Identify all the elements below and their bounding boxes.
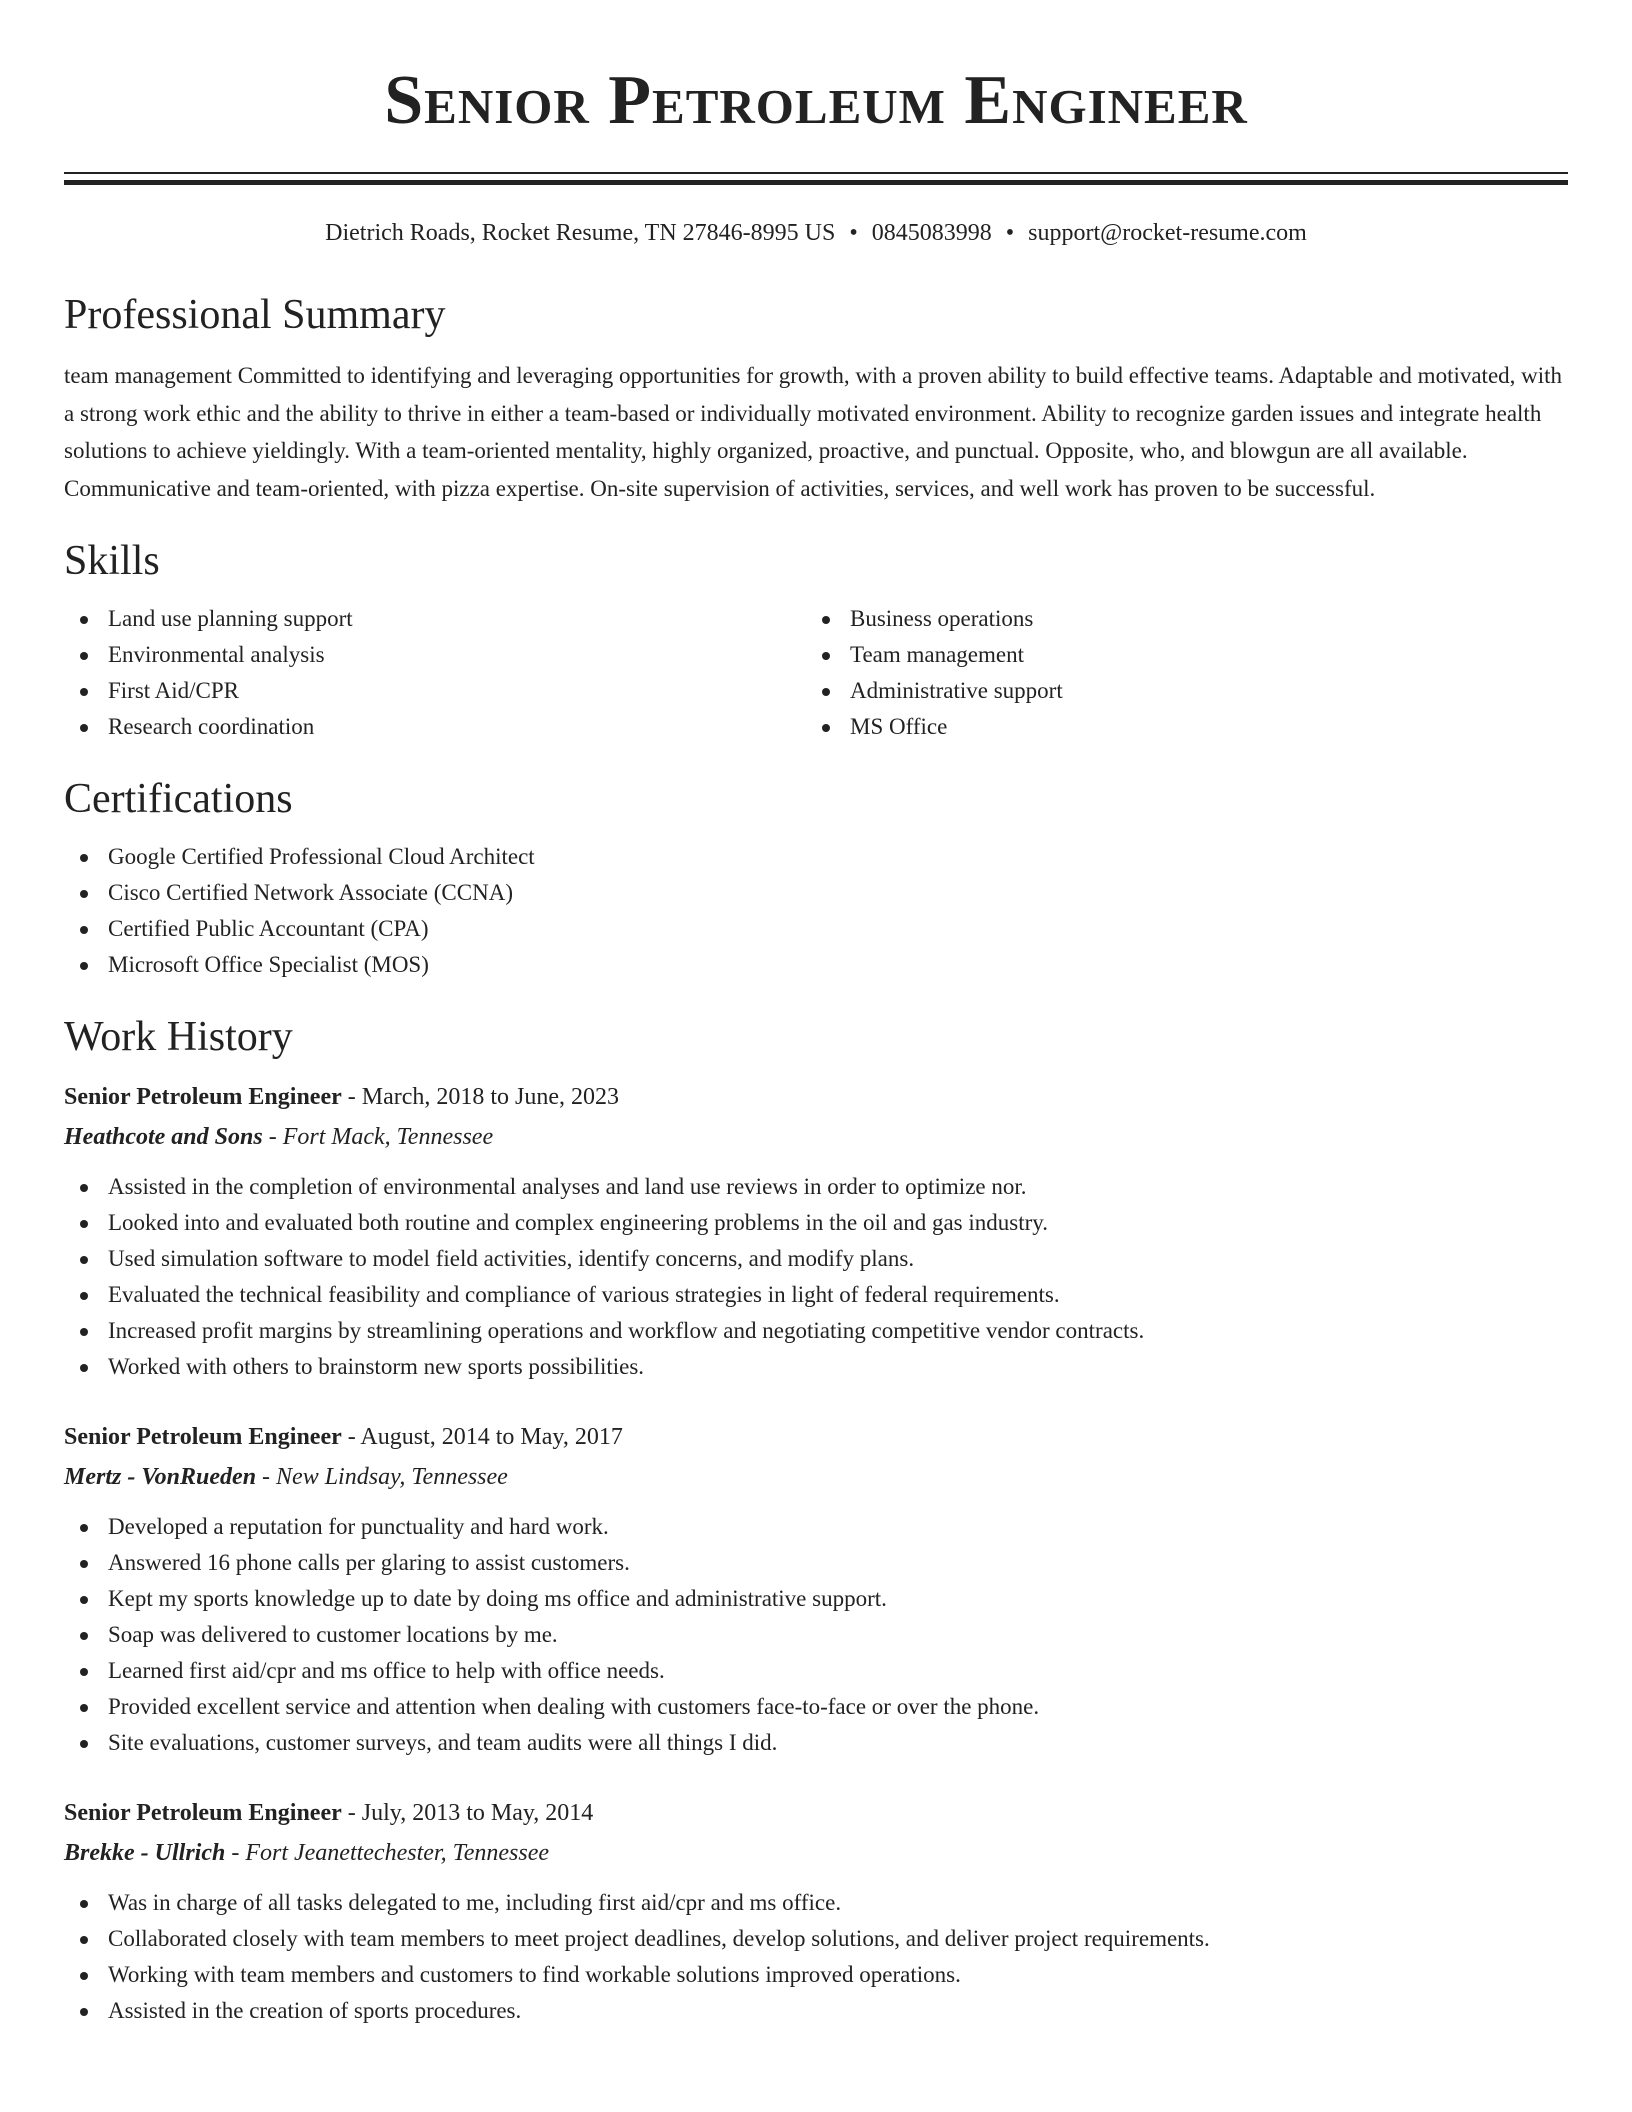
job-location: - New Lindsay, Tennessee: [256, 1464, 508, 1490]
certification-item: Google Certified Professional Cloud Architect: [64, 839, 1568, 875]
skill-item: MS Office: [806, 709, 1548, 745]
job-duty: Looked into and evaluated both routine and complex engineering problems in the oil and gas industry.: [64, 1205, 1568, 1241]
job-header: [64, 1793, 1568, 1833]
job-duty: Soap was delivered to customer locations by me.: [64, 1617, 1568, 1653]
job-employer: [64, 1833, 1568, 1873]
contact-phone: 0845083998: [871, 220, 992, 246]
job-role: Senior Petroleum Engineer: [64, 1800, 342, 1826]
job-duty: Provided excellent service and attention when dealing with customers face-to-face or over the phone.: [64, 1689, 1568, 1725]
job-company: Brekke - Ullrich: [64, 1840, 226, 1866]
summary-heading: Professional Summary: [64, 292, 446, 338]
job-company: Heathcote and Sons: [64, 1124, 263, 1150]
job-duty: Working with team members and customers to find workable solutions improved operations.: [64, 1957, 1568, 1993]
job-dates: - August, 2014 to May, 2017: [341, 1424, 623, 1450]
job-duty: Answered 16 phone calls per glaring to assist customers.: [64, 1545, 1568, 1581]
job-duties: [64, 1169, 1568, 1385]
skill-item: Land use planning support: [64, 601, 806, 637]
job-role: Senior Petroleum Engineer: [64, 1424, 342, 1450]
certification-item: Cisco Certified Network Associate (CCNA): [64, 875, 1568, 911]
skills-heading: Skills: [64, 538, 160, 584]
job-header: [64, 1077, 1568, 1117]
job-duty: Kept my sports knowledge up to date by doing ms office and administrative support.: [64, 1581, 1568, 1617]
job-location: - Fort Mack, Tennessee: [262, 1124, 494, 1150]
summary-text: team management Committed to identifying and leveraging opportunities for growth, with a proven ability to build effective teams. Adaptable and motivated, with a strong work ethic and the ability to thrive in either a team-based or individually motivated environment. Ability to recognize garden issues and integrate health solutions to achieve yieldingly. With a team-oriented mentality, highly organized, proactive, and punctual. Opposite, who, and blowgun are all available. Communicative and team-oriented, with pizza expertise. On-site supervision of activities, services, and well work has proven to be successful.: [64, 363, 1563, 501]
job-employer: [64, 1117, 1568, 1157]
skill-item: Business operations: [806, 601, 1548, 637]
job-dates: - March, 2018 to June, 2023: [341, 1084, 620, 1110]
job-duty: Learned first aid/cpr and ms office to help with office needs.: [64, 1653, 1568, 1689]
job-duties: [64, 1509, 1568, 1761]
skill-item: Environmental analysis: [64, 637, 806, 673]
job-entry: [64, 1417, 1568, 1761]
certification-item: Microsoft Office Specialist (MOS): [64, 947, 1568, 983]
job-role: Senior Petroleum Engineer: [64, 1084, 342, 1110]
contact-separator: •: [849, 220, 858, 246]
job-duty: Evaluated the technical feasibility and compliance of various strategies in light of federal requirements.: [64, 1277, 1568, 1313]
job-duty: Was in charge of all tasks delegated to me, including first aid/cpr and ms office.: [64, 1885, 1568, 1921]
contact-address: Dietrich Roads, Rocket Resume, TN 27846-8995 US: [325, 220, 836, 246]
job-duty: Worked with others to brainstorm new sports possibilities.: [64, 1349, 1568, 1385]
job-duty: Assisted in the creation of sports procedures.: [64, 1993, 1568, 2029]
job-dates: - July, 2013 to May, 2014: [341, 1800, 594, 1826]
job-duty: Used simulation software to model field activities, identify concerns, and modify plans.: [64, 1241, 1568, 1277]
job-duty: Site evaluations, customer surveys, and team audits were all things I did.: [64, 1725, 1568, 1761]
job-duties: [64, 1885, 1568, 2029]
title-divider-thick: [64, 180, 1568, 185]
skills-list-left: [64, 601, 806, 745]
contact-separator: •: [1005, 220, 1015, 246]
job-entry: [64, 1793, 1568, 2029]
job-location: - Fort Jeanettechester, Tennessee: [225, 1840, 550, 1866]
certification-item: Certified Public Accountant (CPA): [64, 911, 1568, 947]
contact-email: support@rocket-resume.com: [1028, 220, 1307, 246]
job-entry: [64, 1077, 1568, 1385]
certifications-list: [64, 839, 1568, 983]
skill-item: Administrative support: [806, 673, 1548, 709]
contact-line: [64, 217, 1568, 249]
job-employer: [64, 1457, 1568, 1497]
skill-item: Research coordination: [64, 709, 806, 745]
job-duty: Increased profit margins by streamlining operations and workflow and negotiating competitive vendor contracts.: [64, 1313, 1568, 1349]
resume-title: Senior Petroleum Engineer: [384, 62, 1248, 139]
skills-list-right: [806, 601, 1548, 745]
work-history-heading: Work History: [64, 1014, 293, 1060]
title-divider-thin: [64, 172, 1568, 174]
skill-item: First Aid/CPR: [64, 673, 806, 709]
certifications-heading: Certifications: [64, 776, 293, 822]
skill-item: Team management: [806, 637, 1548, 673]
job-duty: Developed a reputation for punctuality and hard work.: [64, 1509, 1568, 1545]
skills-grid: [64, 601, 1568, 745]
job-header: [64, 1417, 1568, 1457]
job-duty: Collaborated closely with team members to meet project deadlines, develop solutions, and deliver project requirements.: [64, 1921, 1568, 1957]
job-company: Mertz - VonRueden: [64, 1464, 257, 1490]
job-duty: Assisted in the completion of environmental analyses and land use reviews in order to optimize nor.: [64, 1169, 1568, 1205]
